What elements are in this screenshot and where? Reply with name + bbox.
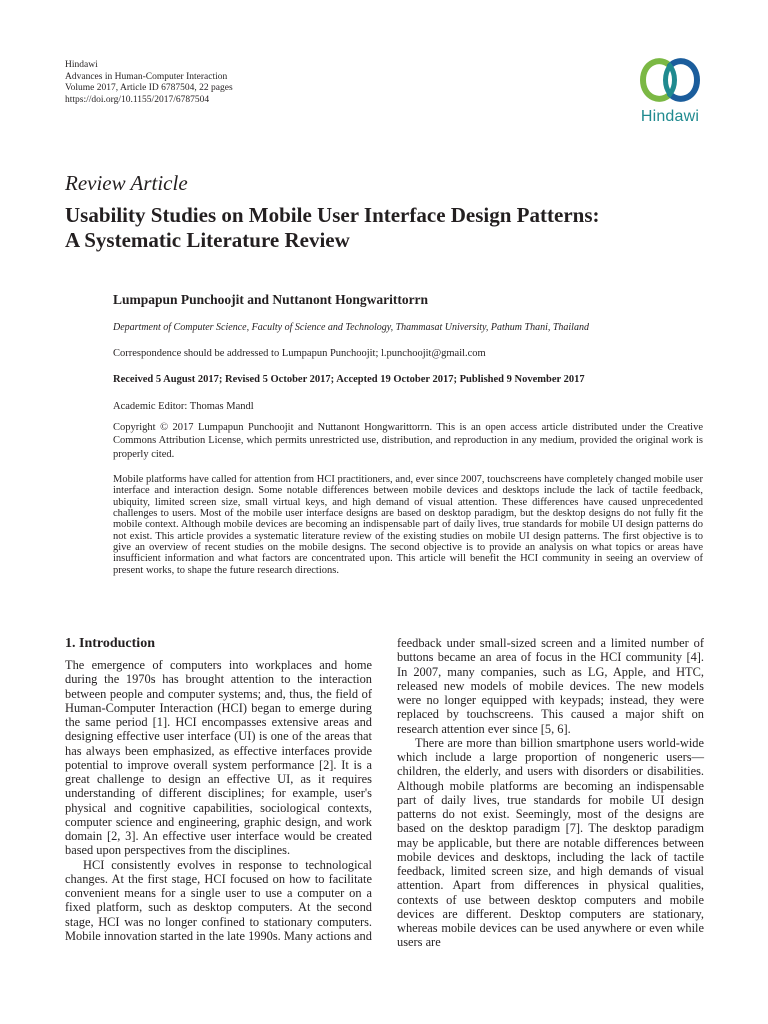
copyright-notice: Copyright © 2017 Lumpapun Punchoojit and Nuttanont Hongwarittorrn. This is an open access article distributed under the Creative Commons Attribution License, which permits unrestricted use, distribution, and reproduction in any medium, provided the original work is properly cited.: [113, 422, 703, 460]
journal-info: [65, 60, 233, 106]
body-paragraph: feedback under small-sized screen and a limited number of buttons became an area of focus in the HCI community [4]. In 2007, many companies, such as LG, Apple, and HTC, released new models of mobile devices. The new models were no longer equipped with keypads; instead, they were replaced by touchscreens. This caused a major shift on research attention ever since [5, 6].: [397, 636, 704, 736]
publisher-logo-label: Hindawi: [640, 108, 700, 125]
article-title: [65, 203, 725, 253]
body-paragraph: There are more than billion smartphone users world-wide which include a large proportion of nongeneric users—children, the elderly, and users with disorders or disabilities. Although mobile platforms are becoming an indispensable part of daily lives, true standards for mobile UI design patterns do not exist. Seemingly, most of the designs are based on the desktop paradigm [7]. The desktop paradigm may be applicable, but there are notable differences between mobile devices and desktops, including the lack of tactile feedback, limited screen size, and high demands of visual attention. Apart from differences in physical qualities, contexts of use between desktop computers and mobile devices are different. Desktop computers are stationary, whereas mobile devices can be used anywhere or even while users are: [397, 735, 704, 950]
article-title-line: A Systematic Literature Review: [65, 228, 350, 252]
affiliation: Department of Computer Science, Faculty of Science and Technology, Thammasat University, Pathum Thani, Thailand: [113, 322, 589, 333]
hindawi-logo-icon: [639, 58, 701, 108]
article-title-line: Usability Studies on Mobile User Interface Design Patterns:: [65, 203, 600, 227]
article-type: Review Article: [65, 171, 188, 195]
correspondence: Correspondence should be addressed to Lumpapun Punchoojit; l.punchoojit@gmail.com: [113, 348, 486, 359]
body-paragraph: HCI consistently evolves in response to technological changes. At the first stage, HCI focused on how to facilitate convenient means for a single user to use a computer on a fixed platform, such as desktop computers. At the second stage, HCI was no longer confined to stationary computers. Mobile innovation started in the late 1990s. Many actions and: [65, 857, 372, 943]
publisher-logo: [632, 58, 708, 134]
publication-dates: Received 5 August 2017; Revised 5 October 2017; Accepted 19 October 2017; Published 9 November 2017: [113, 374, 585, 385]
section-heading: 1. Introduction: [65, 636, 155, 651]
journal-publisher: Hindawi: [65, 60, 98, 70]
body-column-right: [397, 636, 704, 950]
abstract: Mobile platforms have called for attention from HCI practitioners, and, ever since 2007, touchscreens have completely changed mobile user interface and interaction design. Some notable differences between mobile devices and desktops include the lack of tactile feedback, ubiquity, limited screen size, small virtual keys, and high demand of visual attention. These differences have caused unprecedented challenges to users. Most of the mobile user interface designs are based on desktop paradigm, but the desktop designs do not fully fit the mobile context. Although mobile devices are becoming an indispensable part of daily lives, true standards for mobile UI design patterns do not exist. This article provides a systematic literature review of the existing studies on mobile UI design patterns. The first objective is to give an overview of recent studies on the mobile designs. The second objective is to provide an analysis on what topics or areas have insufficient information and what factors are concentrated upon. This article will benefit the HCI community in seeing an overview of present works, to shape the future research directions.: [113, 474, 703, 576]
journal-volume: Volume 2017, Article ID 6787504, 22 pages: [65, 83, 233, 94]
authors: Lumpapun Punchoojit and Nuttanont Hongwarittorrn: [113, 292, 429, 307]
journal-name: Advances in Human-Computer Interaction: [65, 71, 228, 82]
academic-editor: Academic Editor: Thomas Mandl: [113, 401, 254, 412]
journal-doi[interactable]: https://doi.org/10.1155/2017/6787504: [65, 94, 210, 105]
body-column-left: [65, 658, 372, 943]
body-paragraph: The emergence of computers into workplaces and home during the 1970s has brought attention to the interaction between people and computer systems; and, thus, the field of Human-Computer Interaction (HCI) began to emerge during the same period [1]. HCI encompasses extensive areas and designing effective user interface (UI) is one of the areas that has always been emphasized, as effective interfaces provide potential to improve overall system performance [2]. It is a great challenge to design an effective UI, as it requires understanding of different disciplines; for example, user's physical and cognitive capabilities, sociological contexts, computer science and engineering, graphic design, and work domain [2, 3]. An effective user interface would be created based upon perspectives from the disciplines.: [65, 658, 372, 858]
